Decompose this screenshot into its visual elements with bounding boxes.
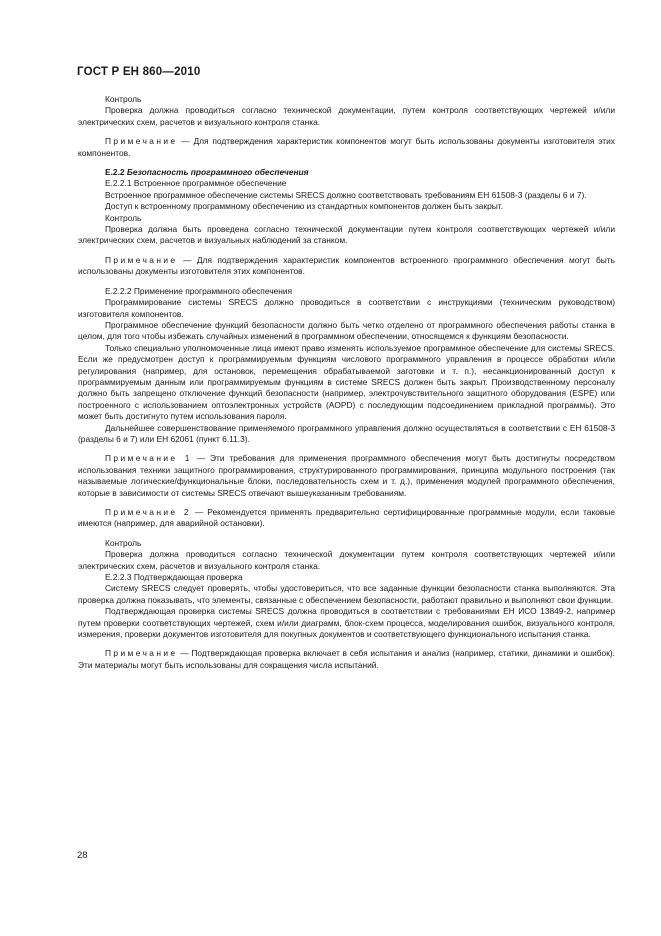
- paragraph: Контроль: [105, 94, 142, 104]
- note-label: Примечание: [105, 136, 178, 147]
- paragraph: Проверка должна проводиться согласно технической документации путем контроля соответствующих чертежей и/или электрических схем, расчетов и визуального контроля станка.: [78, 549, 615, 571]
- note-text: — Для подтверждения характеристик компонентов могут быть использованы документы изготовителя этих компонентов.: [78, 136, 615, 158]
- paragraph: Только специально уполномоченные лица имеют право изменять используемое программное обеспечение для системы SRECS. Если же предусмотрен доступ к программируемым функциям числового программного управления в процессе обработки и/или регулирования (например, для остановок, перемещения обрабатываемой заготовки и т. п.), несанкционированный доступ к программируемым данным или программируемым функциям в системе SRECS должен быть закрыт. Производственному персоналу должно быть запрещено отключение функций безопасности (например, электрочувствительного защитного оборудования (ESPE) или построенного с использованием оптоэлектронных устройств (AOPD) с последующим подсоединением прикладной программы). Это может быть достигнуто путем использования пароля.: [78, 342, 615, 422]
- note-text: — Эти требования для применения программного обеспечения могут быть достигнуты посредством использования техники защитного программирования, структурированного программирования, принципа модульного построения (так называемые логические/функциональные блоки, последовательность схем и т. д.), применения модулей программного обеспечения, которые в зависимости от системы SRECS отвечают вышеуказанным требованиям.: [78, 453, 615, 498]
- document-header: ГОСТ Р ЕН 860—2010: [77, 66, 201, 78]
- note-text: — Рекомендуется применять предварительно сертифицированные программные модули, если таковые имеются (например, для аварийной остановки).: [78, 507, 615, 529]
- paragraph: Программное обеспечение функций безопасности должно быть четко отделено от программного обеспечения работы станка в целом, для того чтобы избежать случайных изменений в программном обеспечении, относящемся к функциям безопасности.: [78, 319, 615, 342]
- paragraph: Встроенное программное обеспечение системы SRECS должно соответствовать требованиям ЕН 61508-3 (разделы 6 и 7).: [105, 189, 587, 200]
- subsection-heading: Е.2.2.3 Подтверждающая проверка: [105, 572, 243, 583]
- paragraph: Подтверждающая проверка системы SRECS должна проводиться в соответствии с требованиями ЕН ИСО 13849-2, например путем проверки соответствующих чертежей, схем и/или диаграмм, блок-схем процесса, моделирования ошибок, визуального контроля, измерения, проверки документов изготовителя для покупных документов и соответствующего функционального испытания станка.: [78, 606, 615, 640]
- note: [78, 453, 615, 499]
- paragraph: Контроль: [105, 212, 142, 223]
- note-text: — Для подтверждения характеристик компонентов встроенного программного обеспечения могут быть использованы документы изготовителя этих компонентов.: [78, 254, 615, 277]
- note: [78, 648, 615, 671]
- subsection-heading: Е.2.2.2 Применение программного обеспечения: [105, 285, 293, 296]
- note-text: — Подтверждающая проверка включает в себя испытания и анализ (например, статики, динамики и ошибок). Эти материалы могут быть использованы для сокращения числа испытаний.: [78, 648, 615, 670]
- paragraph: Доступ к встроенному программному обеспечению из стандартных компонентов должен быть закрыт.: [105, 201, 504, 212]
- note: [78, 255, 615, 278]
- paragraph: Контроль: [105, 537, 142, 548]
- section-heading: [78, 167, 615, 178]
- section-number: Е.2.2: [105, 167, 127, 178]
- note-label: Примечание 2: [105, 507, 191, 517]
- note: [78, 507, 615, 530]
- note-label: Примечание: [105, 648, 178, 659]
- paragraph: Систему SRECS следует проверять, чтобы удостовериться, что все заданные функции безопасности станка выполняются. Эта проверка должна показывать, что элементы, связанные с обеспечением безопасности, работают правильно и выполняют свои функции.: [78, 583, 615, 605]
- paragraph: Программирование системы SRECS должно проводиться в соответствии с инструкциями (техническим руководством) изготовителя компонентов.: [78, 297, 615, 319]
- page-number: 28: [77, 850, 88, 861]
- section-title: Безопасность программного обеспечения: [126, 167, 309, 178]
- paragraph: Проверка должна проводиться согласно технической документации, путем контроля соответствующих чертежей и/или электрических схем, расчетов и визуального контроля станка.: [78, 105, 615, 127]
- document-body: [78, 94, 615, 671]
- paragraph: Дальнейшее совершенствование применяемого программного управления должно осуществляться в соответствии с ЕН 61508-3 (разделы 6 и 7) или ЕН 62061 (пункт 6.11.3).: [78, 422, 615, 444]
- subsection-heading: Е.2.2.1 Встроенное программное обеспечение: [105, 178, 287, 189]
- note-label: Примечание 1: [105, 453, 192, 464]
- note: [78, 136, 615, 159]
- note-label: Примечание: [105, 254, 178, 265]
- paragraph: Проверка должна быть проведена согласно технической документации путем контроля соответствующих чертежей и/или электрических схем, расчетов и визуальных наблюдений за станком.: [78, 224, 615, 246]
